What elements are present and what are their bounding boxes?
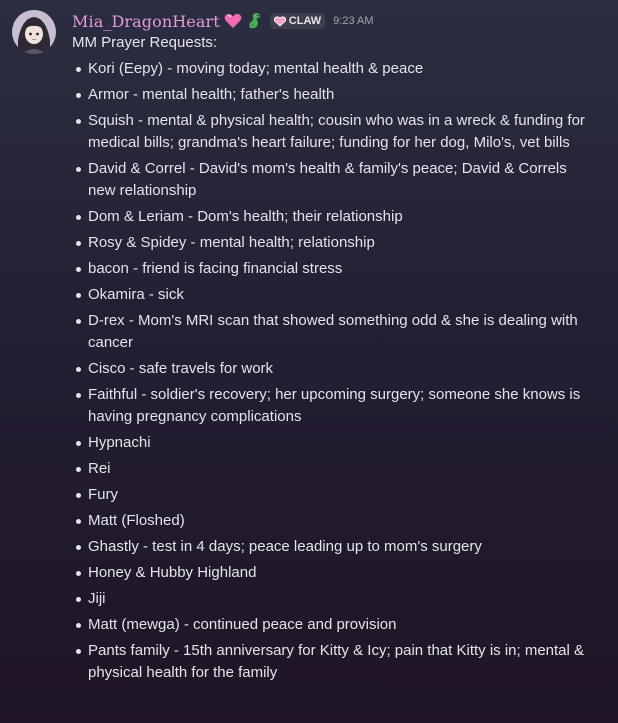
server-tag[interactable] [270, 13, 325, 29]
list-item: Kori (Eepy) - moving today; mental health & peace [72, 58, 592, 80]
list-item: Rei [72, 458, 592, 480]
list-item: Matt (mewga) - continued peace and provision [72, 614, 592, 636]
message-title: MM Prayer Requests: [72, 34, 218, 51]
list-item: Fury [72, 484, 592, 506]
list-item: Dom & Leriam - Dom's health; their relationship [72, 206, 592, 228]
list-item: Armor - mental health; father's health [72, 84, 592, 106]
pink-heart-icon [224, 13, 242, 29]
list-item: bacon - friend is facing financial stress [72, 258, 592, 280]
list-item: Jiji [72, 588, 592, 610]
list-item: Honey & Hubby Highland [72, 562, 592, 584]
list-item: Ghastly - test in 4 days; peace leading up to mom's surgery [72, 536, 592, 558]
timestamp[interactable]: 9:23 AM [333, 15, 374, 27]
heart-tag-icon [274, 16, 286, 27]
prayer-request-list [72, 58, 592, 688]
list-item: Pants family - 15th anniversary for Kitty & Icy; pain that Kitty is in; mental & physical health for the family [72, 640, 592, 684]
list-item: Matt (Floshed) [72, 510, 592, 532]
list-item: David & Correl - David's mom's health & family's peace; David & Correls new relationship [72, 158, 592, 202]
list-item: Squish - mental & physical health; cousin who was in a wreck & funding for medical bills; grandma's heart failure; funding for her dog, Milo's, vet bills [72, 110, 592, 154]
list-item: Cisco - safe travels for work [72, 358, 592, 380]
server-tag-label: CLAW [288, 15, 322, 27]
list-item: Hypnachi [72, 432, 592, 454]
list-item: D-rex - Mom's MRI scan that showed something odd & she is dealing with cancer [72, 310, 592, 354]
avatar-portrait-icon [12, 10, 56, 54]
list-item: Faithful - soldier's recovery; her upcoming surgery; someone she knows is having pregnancy complications [72, 384, 592, 428]
dragon-icon [246, 12, 264, 30]
message-header [72, 10, 374, 32]
avatar[interactable] [12, 10, 56, 54]
list-item: Rosy & Spidey - mental health; relationship [72, 232, 592, 254]
list-item: Okamira - sick [72, 284, 592, 306]
username[interactable]: Mia_DragonHeart [72, 11, 220, 31]
